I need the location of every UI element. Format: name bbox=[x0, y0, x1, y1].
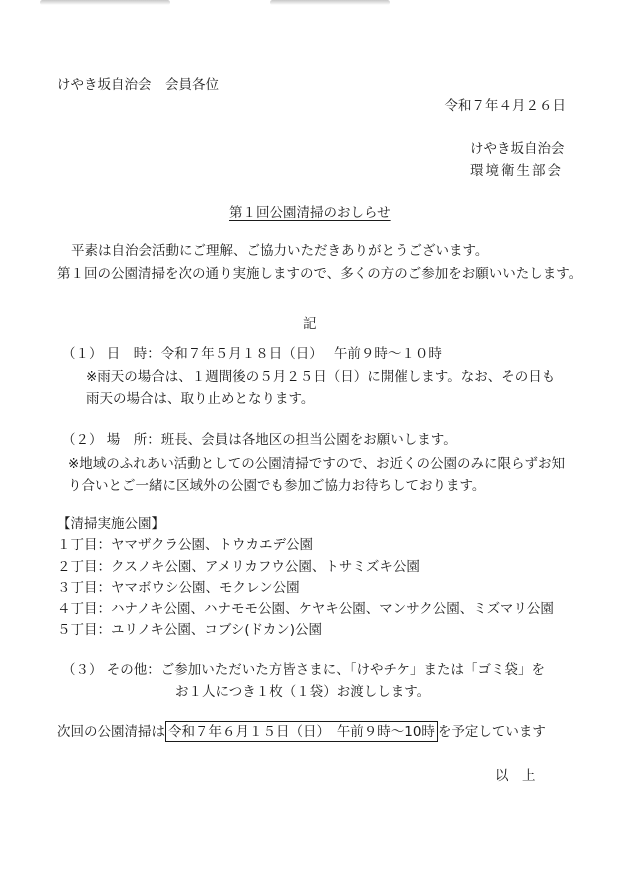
scan-shadow-right bbox=[270, 0, 390, 5]
document-title: 第１回公園清掃のおしらせ bbox=[229, 205, 391, 221]
sender-org: けやき坂自治会 bbox=[470, 141, 565, 157]
intro-line-2: 第１回の公園清掃を次の通り実施しますので、多くの方のご参加をお願いいたします。 bbox=[57, 266, 583, 282]
item-1-note-2: 雨天の場合は、取り止めとなります。 bbox=[86, 391, 315, 407]
next-cleanup-line bbox=[57, 726, 546, 740]
next-cleanup-date-box: 令和７年６月１５日（日） 午前９時～10時 bbox=[165, 721, 438, 742]
ki-heading: 記 bbox=[303, 316, 317, 332]
other-line-2: お１人につき１枚（１袋）お渡しします。 bbox=[175, 684, 431, 700]
sender-dept: 環境衛生部会 bbox=[470, 163, 563, 179]
park-line-4: ４丁目：ハナノキ公園、ハナモモ公園、ケヤキ公園、マンサク公園、ミズマリ公園 bbox=[57, 601, 554, 617]
next-cleanup-suffix: を予定しています bbox=[437, 724, 546, 740]
item-1-note-1: ※雨天の場合は、１週間後の５月２５日（日）に開催します。なお、その日も bbox=[86, 369, 556, 385]
document-date: 令和７年４月２６日 bbox=[444, 98, 566, 114]
next-cleanup-prefix: 次回の公園清掃は bbox=[57, 724, 165, 740]
parks-heading: 【清掃実施公園】 bbox=[57, 516, 165, 532]
closing: 以 上 bbox=[495, 768, 536, 784]
park-line-5: ５丁目：ユリノキ公園、コブシ(ドカン)公園 bbox=[57, 622, 323, 638]
item-2-header: （２） 場 所：班長、会員は各地区の担当公園をお願いします。 bbox=[62, 432, 457, 448]
park-line-3: ３丁目：ヤマボウシ公園、モクレン公園 bbox=[57, 580, 300, 596]
item-2-note-1: ※地域のふれあい活動としての公園清掃ですので、お近くの公園のみに限らずお知 bbox=[68, 456, 566, 472]
item-2-note-2: り合いとご一緒に区域外の公園でも参加ご協力お待ちしております。 bbox=[68, 478, 486, 494]
intro-line-1: 平素は自治会活動にご理解、ご協力いただきありがとうございます。 bbox=[71, 243, 489, 259]
park-line-2: ２丁目：クスノキ公園、アメリカフウ公園、トサミズキ公園 bbox=[57, 559, 420, 575]
other-line-1: （３） その他：ご参加いただいた方皆さまに、「けやチケ」または「ゴミ袋」を bbox=[62, 662, 546, 678]
scan-shadow-left bbox=[40, 0, 170, 5]
addressee: けやき坂自治会 会員各位 bbox=[57, 77, 219, 93]
item-1-header: （１） 日 時：令和７年５月１８日（日） 午前９時～１０時 bbox=[62, 346, 442, 362]
park-line-1: １丁目：ヤマザクラ公園、トウカエデ公園 bbox=[57, 537, 313, 553]
